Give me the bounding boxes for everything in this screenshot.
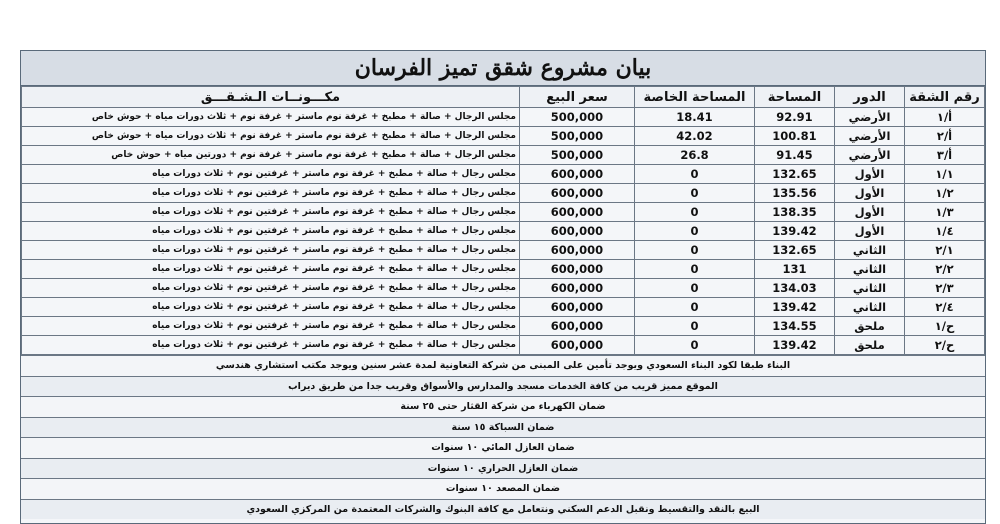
cell-floor: ملحق	[835, 317, 905, 336]
cell-area: 91.45	[755, 146, 835, 165]
cell-private-area: 0	[635, 184, 755, 203]
note-line: ضمان العازل الحراري ١٠ سنوات	[21, 458, 985, 479]
cell-unit: أ/٣	[905, 146, 985, 165]
table-row	[22, 317, 985, 336]
cell-components: مجلس رجال + صالة + مطبخ + غرفة نوم ماستر + غرفتين نوم + ثلاث دورات مياه	[22, 279, 520, 298]
apartments-table	[21, 86, 985, 355]
sheet-title: بيان مشروع شقق تميز الفرسان	[21, 51, 985, 86]
cell-floor: الأول	[835, 184, 905, 203]
cell-private-area: 0	[635, 222, 755, 241]
table-header-row	[22, 87, 985, 108]
header-price: سعر البيع	[520, 87, 635, 108]
cell-components: مجلس رجال + صالة + مطبخ + غرفة نوم ماستر + غرفتين نوم + ثلاث دورات مياه	[22, 184, 520, 203]
cell-unit: ١/١	[905, 165, 985, 184]
cell-unit: أ/٢	[905, 127, 985, 146]
note-line: ضمان المصعد ١٠ سنوات	[21, 478, 985, 499]
cell-unit: أ/١	[905, 108, 985, 127]
note-line: ضمان العازل المائي ١٠ سنوات	[21, 437, 985, 458]
cell-unit: ٢/١	[905, 241, 985, 260]
cell-private-area: 0	[635, 260, 755, 279]
cell-area: 138.35	[755, 203, 835, 222]
cell-private-area: 0	[635, 336, 755, 355]
cell-price: 600,000	[520, 165, 635, 184]
cell-components: مجلس الرجال + صالة + مطبخ + غرفة نوم ماستر + غرفة نوم + ثلاث دورات مياه + حوش خاص	[22, 108, 520, 127]
cell-unit: ٢/٢	[905, 260, 985, 279]
cell-private-area: 0	[635, 203, 755, 222]
cell-components: مجلس رجال + صالة + مطبخ + غرفة نوم ماستر + غرفتين نوم + ثلاث دورات مياه	[22, 317, 520, 336]
table-row	[22, 165, 985, 184]
cell-area: 132.65	[755, 241, 835, 260]
cell-components: مجلس رجال + صالة + مطبخ + غرفة نوم ماستر + غرفتين نوم + ثلاث دورات مياه	[22, 222, 520, 241]
table-row	[22, 127, 985, 146]
table-row	[22, 298, 985, 317]
cell-floor: الأرضي	[835, 108, 905, 127]
cell-unit: ح/١	[905, 317, 985, 336]
cell-unit: ٢/٤	[905, 298, 985, 317]
cell-unit: ١/٤	[905, 222, 985, 241]
cell-floor: الثاني	[835, 241, 905, 260]
cell-components: مجلس رجال + صالة + مطبخ + غرفة نوم ماستر + غرفتين نوم + ثلاث دورات مياه	[22, 203, 520, 222]
cell-price: 600,000	[520, 203, 635, 222]
cell-price: 600,000	[520, 184, 635, 203]
header-private-area: المساحة الخاصة	[635, 87, 755, 108]
cell-floor: الأرضي	[835, 146, 905, 165]
cell-floor: الأول	[835, 222, 905, 241]
cell-area: 131	[755, 260, 835, 279]
cell-private-area: 42.02	[635, 127, 755, 146]
note-line: ضمان الكهرباء من شركة القثار حتى ٢٥ سنة	[21, 396, 985, 417]
cell-private-area: 0	[635, 241, 755, 260]
header-floor: الدور	[835, 87, 905, 108]
header-components: مكـــونــات الـشـقـــق	[22, 87, 520, 108]
cell-private-area: 0	[635, 165, 755, 184]
cell-area: 132.65	[755, 165, 835, 184]
notes-section	[21, 355, 985, 519]
cell-private-area: 0	[635, 317, 755, 336]
cell-private-area: 0	[635, 279, 755, 298]
table-row	[22, 203, 985, 222]
note-line: ضمان السباكة ١٥ سنة	[21, 417, 985, 438]
cell-private-area: 26.8	[635, 146, 755, 165]
cell-price: 600,000	[520, 241, 635, 260]
cell-area: 100.81	[755, 127, 835, 146]
cell-price: 600,000	[520, 260, 635, 279]
cell-components: مجلس رجال + صالة + مطبخ + غرفة نوم ماستر + غرفتين نوم + ثلاث دورات مياه	[22, 336, 520, 355]
cell-components: مجلس رجال + صالة + مطبخ + غرفة نوم ماستر + غرفتين نوم + ثلاث دورات مياه	[22, 241, 520, 260]
cell-private-area: 18.41	[635, 108, 755, 127]
table-row	[22, 184, 985, 203]
cell-price: 500,000	[520, 108, 635, 127]
table-row	[22, 108, 985, 127]
note-line: البناء طبقا لكود البناء السعودي ويوجد تأمين على المبنى من شركة التعاونية لمدة عشر سنين ويوجد مكتب استشاري هندسي	[21, 355, 985, 376]
cell-price: 600,000	[520, 222, 635, 241]
cell-private-area: 0	[635, 298, 755, 317]
cell-components: مجلس الرجال + صالة + مطبخ + غرفة نوم ماستر + غرفة نوم + ثلاث دورات مياه + حوش خاص	[22, 127, 520, 146]
cell-floor: الأرضي	[835, 127, 905, 146]
table-row	[22, 146, 985, 165]
project-sheet	[20, 50, 986, 524]
cell-floor: الثاني	[835, 279, 905, 298]
cell-floor: الأول	[835, 165, 905, 184]
cell-area: 135.56	[755, 184, 835, 203]
cell-floor: الأول	[835, 203, 905, 222]
cell-price: 600,000	[520, 298, 635, 317]
cell-price: 600,000	[520, 279, 635, 298]
cell-price: 600,000	[520, 317, 635, 336]
cell-floor: الثاني	[835, 298, 905, 317]
table-row	[22, 279, 985, 298]
cell-unit: ١/٣	[905, 203, 985, 222]
note-line: الموقع مميز قريب من كافة الخدمات مسجد والمدارس والأسواق وقريب جدا من طريق ديراب	[21, 376, 985, 397]
cell-components: مجلس رجال + صالة + مطبخ + غرفة نوم ماستر + غرفتين نوم + ثلاث دورات مياه	[22, 298, 520, 317]
cell-price: 500,000	[520, 127, 635, 146]
cell-components: مجلس رجال + صالة + مطبخ + غرفة نوم ماستر + غرفتين نوم + ثلاث دورات مياه	[22, 260, 520, 279]
table-row	[22, 241, 985, 260]
cell-unit: ١/٢	[905, 184, 985, 203]
cell-area: 139.42	[755, 222, 835, 241]
cell-unit: ح/٢	[905, 336, 985, 355]
cell-area: 134.03	[755, 279, 835, 298]
cell-area: 92.91	[755, 108, 835, 127]
header-area: المساحة	[755, 87, 835, 108]
note-line: البيع بالنقد والتقسيط ونقبل الدعم السكني ونتعامل مع كافة البنوك والشركات المعتمدة من المركزي السعودي	[21, 499, 985, 520]
cell-unit: ٢/٣	[905, 279, 985, 298]
table-row	[22, 336, 985, 355]
header-unit: رقم الشقة	[905, 87, 985, 108]
cell-area: 139.42	[755, 298, 835, 317]
cell-floor: ملحق	[835, 336, 905, 355]
cell-components: مجلس رجال + صالة + مطبخ + غرفة نوم ماستر + غرفتين نوم + ثلاث دورات مياه	[22, 165, 520, 184]
cell-area: 134.55	[755, 317, 835, 336]
cell-components: مجلس الرجال + صالة + مطبخ + غرفة نوم ماستر + غرفة نوم + دورتين مياه + حوش خاص	[22, 146, 520, 165]
table-row	[22, 222, 985, 241]
cell-floor: الثاني	[835, 260, 905, 279]
cell-price: 500,000	[520, 146, 635, 165]
cell-price: 600,000	[520, 336, 635, 355]
cell-area: 139.42	[755, 336, 835, 355]
table-row	[22, 260, 985, 279]
